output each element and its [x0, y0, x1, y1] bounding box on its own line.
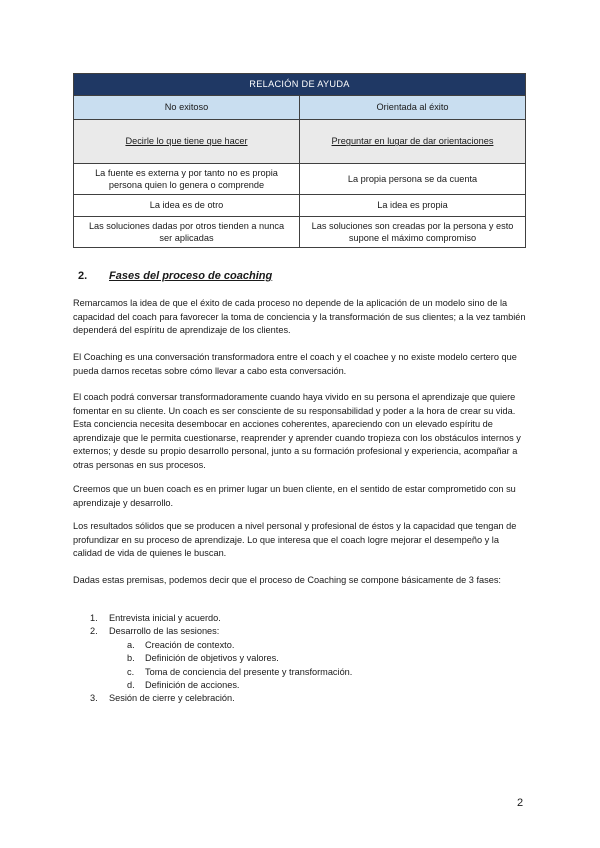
- sub-list-item: a. Creación de contexto.: [127, 639, 235, 650]
- phases-list: [73, 612, 352, 706]
- sub-list-item: d. Definición de acciones.: [127, 680, 240, 691]
- section-title: Fases del proceso de coaching: [109, 270, 273, 282]
- column-header-orientada-exito: Orientada al éxito: [300, 96, 526, 120]
- table-cell-left: La idea es de otro: [74, 195, 300, 217]
- paragraph: El coach podrá conversar transformadoramente cuando haya vivido en su persona el aprendizaje que quiere fomentar en su cliente. Un coach es ser consciente de su responsabilidad y poder a la hora de crear su vida. Esta conciencia necesita desembocar en acciones coherentes, apareciendo con un elevado espíritu de aprendizaje que le permita cuestionarse, reaprender y aprender cuando tropieza con los obstáculos internos y externos; y desde su propio desarrollo personal, junto a su formación profesional y experiencia, acompañar a otras personas en sus procesos.: [73, 392, 521, 470]
- table-cell-right: La propia persona se da cuenta: [300, 164, 526, 195]
- table-row: [74, 195, 526, 217]
- paragraph: Dadas estas premisas, podemos decir que el proceso de Coaching se compone básicamente de 3 fases:: [73, 575, 501, 585]
- sub-list-item: b. Definición de objetivos y valores.: [127, 653, 279, 664]
- list-item: 2. Desarrollo de las sesiones: a. Creación de contexto. b. Definición de objetivos y valores. c. Toma de conciencia del presente y transformación. d. Definición de acciones.: [73, 625, 352, 692]
- sub-list-item: c. Toma de conciencia del presente y transformación.: [127, 666, 353, 677]
- table-row: [74, 164, 526, 195]
- section-number: 2.: [78, 270, 88, 282]
- table-cell-left: Las soluciones dadas por otros tienden a nunca ser aplicadas: [74, 217, 300, 248]
- table-cell-left: La fuente es externa y por tanto no es propia persona quien lo genera o comprende: [74, 164, 300, 195]
- table-cell-right: Preguntar en lugar de dar orientaciones: [300, 120, 526, 164]
- paragraph: Los resultados sólidos que se producen a nivel personal y profesional de éstos y la capacidad que tengan de profundizar en su proceso de aprendizaje. Lo que interesa que el coach logre mejorar el desempeño y la calidad de vida de quienes le buscan.: [73, 521, 517, 559]
- column-header-no-exitoso: No exitoso: [74, 96, 300, 120]
- table-cell-right: Las soluciones son creadas por la persona y esto supone el máximo compromiso: [300, 217, 526, 248]
- paragraph: El Coaching es una conversación transformadora entre el coach y el coachee y no existe modelo certero que pueda darnos recetas sobre cómo llevar a cabo esta conversación.: [73, 352, 517, 376]
- table-cell-right: La idea es propia: [300, 195, 526, 217]
- section-heading: [78, 270, 272, 282]
- table-cell-left: Decirle lo que tiene que hacer: [74, 120, 300, 164]
- page-number: 2: [517, 797, 524, 809]
- paragraph: Creemos que un buen coach es en primer lugar un buen cliente, en el sentido de estar comprometido con su aprendizaje y desarrollo.: [73, 484, 516, 508]
- table-title: RELACIÓN DE AYUDA: [74, 74, 526, 96]
- table-row: [74, 217, 526, 248]
- paragraph: Remarcamos la idea de que el éxito de cada proceso no depende de la aplicación de un modelo sino de la capacidad del coach para favorecer la toma de conciencia y la transformación de sus clientes; a la vez también dependerá del espíritu de aprendizaje de los clientes.: [73, 298, 526, 336]
- sub-list: [109, 639, 352, 693]
- relacion-de-ayuda-table: [73, 73, 526, 248]
- list-item: 1. Entrevista inicial y acuerdo.: [90, 613, 221, 623]
- table-row: [74, 120, 526, 164]
- list-item: 3. Sesión de cierre y celebración.: [90, 693, 235, 704]
